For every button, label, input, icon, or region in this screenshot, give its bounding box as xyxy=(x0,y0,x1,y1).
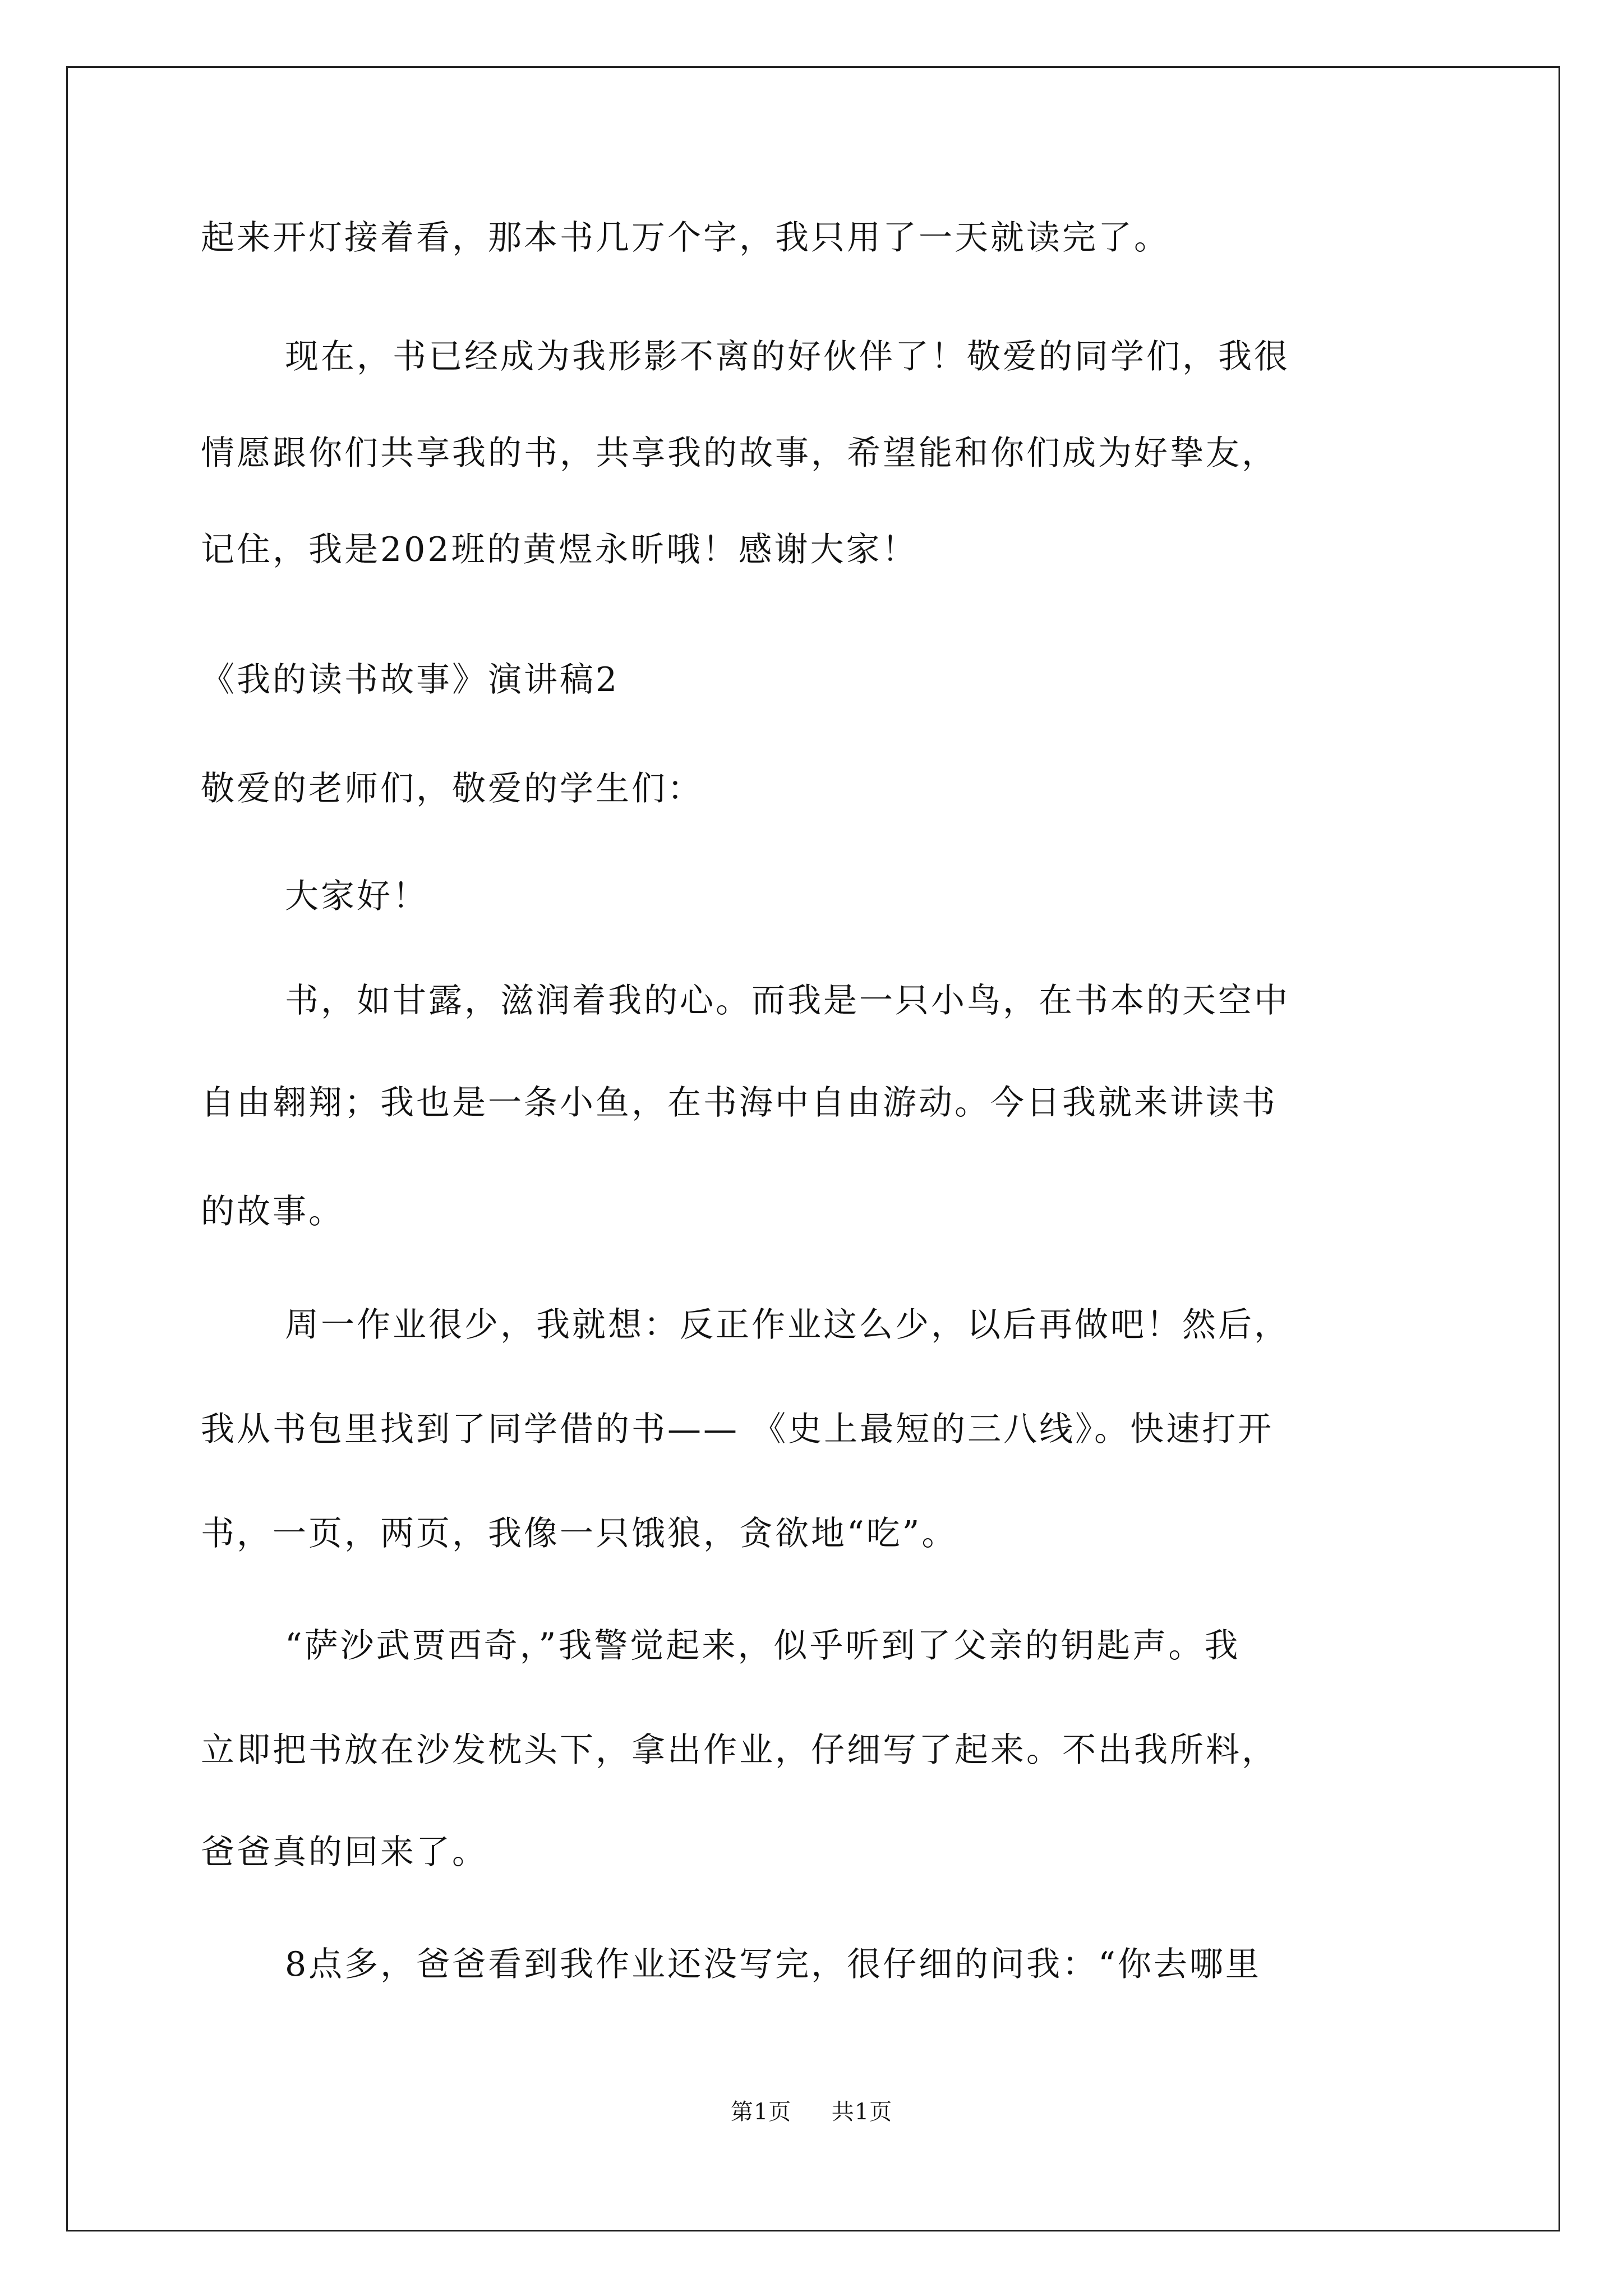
text-line: 记住，我是202班的黄煜永昕哦！感谢大家！ xyxy=(201,530,918,569)
text-line: 立即把书放在沙发枕头下，拿出作业，仔细写了起来。不出我所料， xyxy=(201,1731,1278,1770)
text-line: 现在，书已经成为我形影不离的好伙伴了！敬爱的同学们，我很 xyxy=(285,337,1290,376)
text-line: 自由翱翔；我也是一条小鱼，在书海中自由游动。今日我就来讲读书 xyxy=(201,1083,1278,1122)
page-total: 共1页 xyxy=(831,2099,893,2125)
text-line: 书，一页，两页，我像一只饿狼，贪欲地“吃”。 xyxy=(201,1514,958,1553)
text-line: 爸爸真的回来了。 xyxy=(201,1833,488,1872)
text-line: 的故事。 xyxy=(201,1192,344,1231)
text-line: 我从书包里找到了同学借的书—— 《史上最短的三八线》。快速打开 xyxy=(201,1410,1274,1449)
text-line: 情愿跟你们共享我的书，共享我的故事，希望能和你们成为好挚友， xyxy=(201,434,1278,473)
text-line: 8点多，爸爸看到我作业还没写完，很仔细的问我：“你去哪里 xyxy=(285,1945,1261,1984)
text-line: 起来开灯接着看，那本书几万个字，我只用了一天就读完了。 xyxy=(201,218,1170,257)
page-footer xyxy=(0,2098,1623,2126)
page-number: 第1页 xyxy=(730,2099,792,2125)
section-title: 《我的读书故事》演讲稿2 xyxy=(201,660,620,700)
page-border xyxy=(66,66,1560,2231)
text-line: 周一作业很少，我就想：反正作业这么少，以后再做吧！然后， xyxy=(285,1305,1290,1345)
greeting: 大家好！ xyxy=(285,877,428,916)
text-line: 书，如甘露，滋润着我的心。而我是一只小鸟，在书本的天空中 xyxy=(285,981,1290,1020)
text-line: “萨沙武贾西奇，”我警觉起来，似乎听到了父亲的钥匙声。我 xyxy=(285,1626,1241,1665)
salutation: 敬爱的老师们，敬爱的学生们： xyxy=(201,769,703,808)
